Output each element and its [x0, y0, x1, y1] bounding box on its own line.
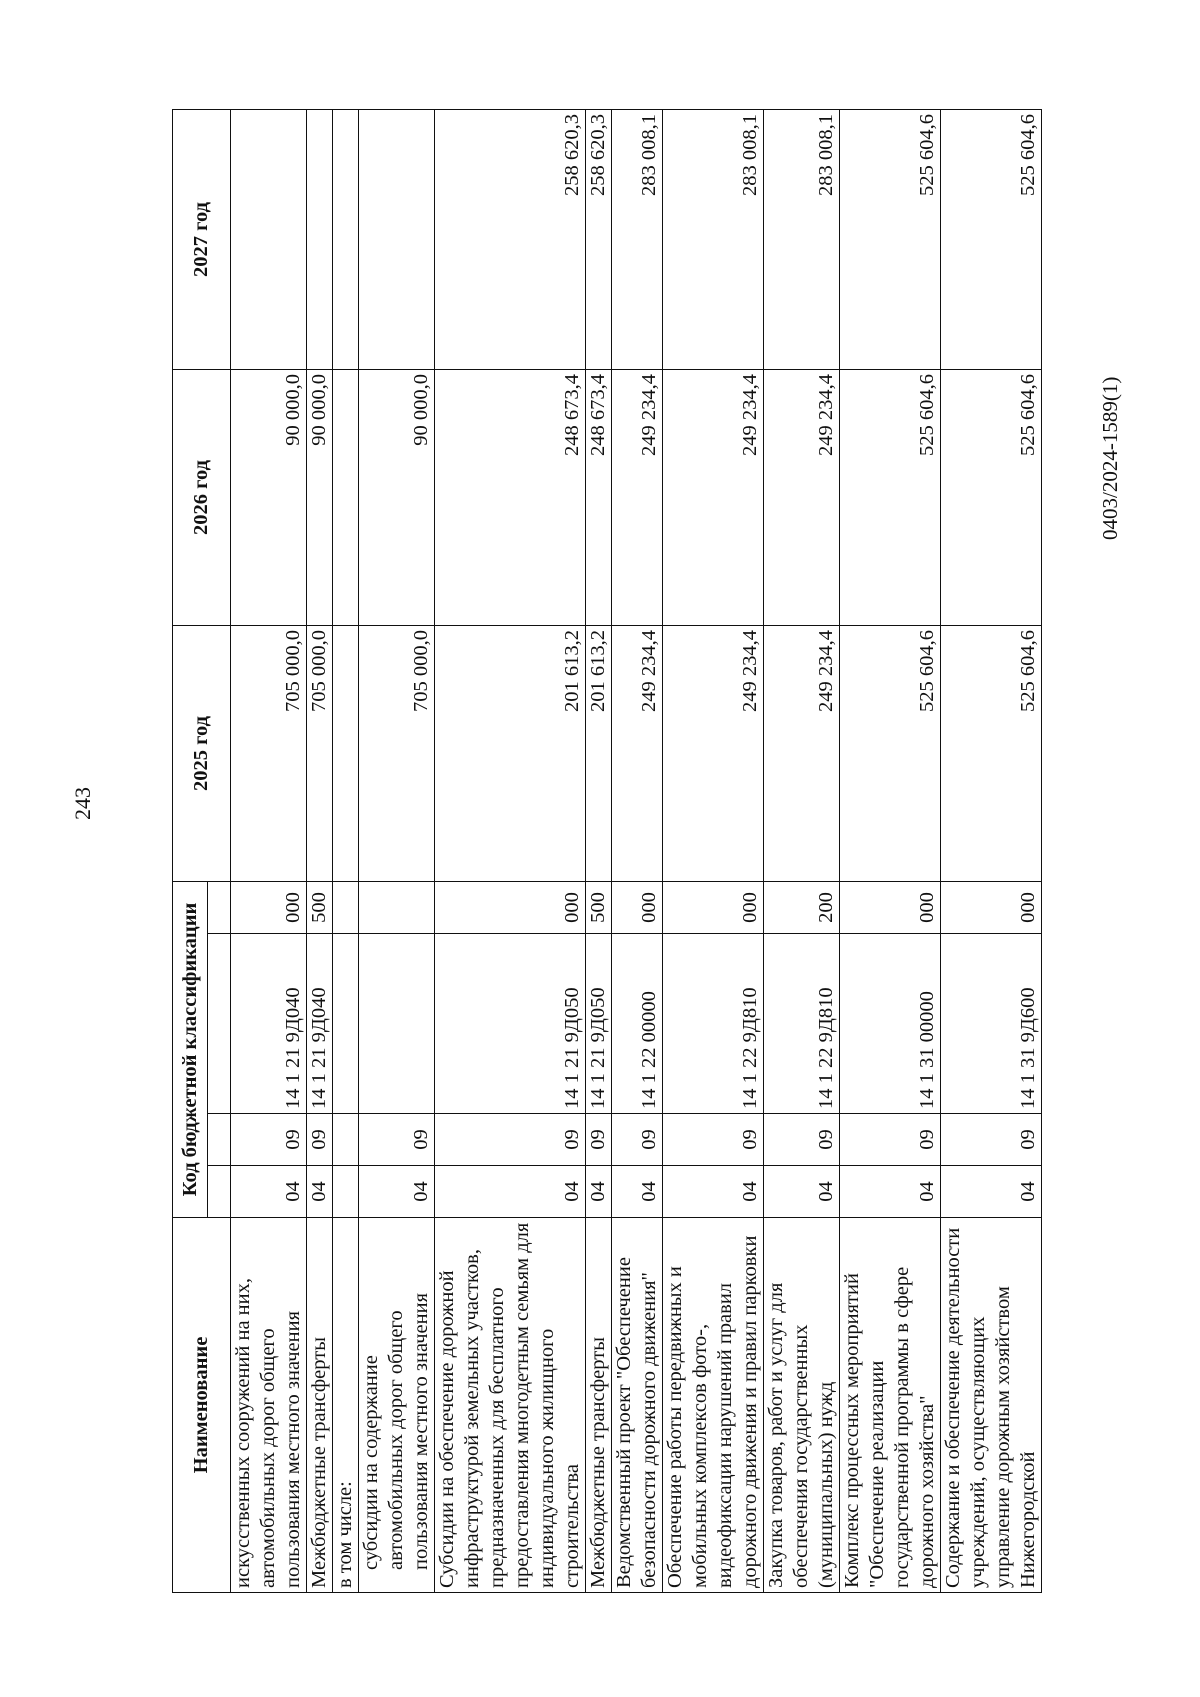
code-section: 04 [586, 1166, 612, 1218]
code-section: 04 [663, 1166, 764, 1218]
amount-2027: 525 604,6 [840, 109, 941, 369]
amount-2026: 249 234,4 [612, 369, 663, 625]
amount-2025: 525 604,6 [941, 625, 1042, 881]
amount-2027: 283 008,1 [612, 109, 663, 369]
code-target-item: 14 1 21 9Д040 [307, 934, 333, 1114]
code-section: 04 [435, 1166, 586, 1218]
code-section: 04 [941, 1166, 1042, 1218]
amount-2026: 525 604,6 [840, 369, 941, 625]
amount-2026: 248 673,4 [435, 369, 586, 625]
amount-2026: 249 234,4 [764, 369, 840, 625]
row-name: Содержание и обеспечение деятельности учреждений, осуществляющих управление дорожным хозяйством Нижегородской [941, 1218, 1042, 1593]
row-name: Субсидии на обеспечение дорожной инфраструктурой земельных участков, предназначенных для бесплатного предоставления многодетным семьям для индивидуального жилищного строительства [435, 1218, 586, 1593]
code-target-item: 14 1 22 9Д810 [663, 934, 764, 1114]
amount-2027: 258 620,3 [435, 109, 586, 369]
row-name: искусственных сооружений на них, автомобильных дорог общего пользования местного значения [231, 1218, 307, 1593]
subheader-cell [208, 1166, 231, 1218]
table-row [840, 109, 941, 1592]
code-section: 04 [612, 1166, 663, 1218]
subheader-cell [208, 881, 231, 933]
row-name: Закупка товаров, работ и услуг для обеспечения государственных (муниципальных) нужд [764, 1218, 840, 1593]
code-target-item: 14 1 21 9Д050 [435, 934, 586, 1114]
amount-2025: 525 604,6 [840, 625, 941, 881]
amount-2026 [333, 369, 359, 625]
table-row [333, 109, 359, 1592]
amount-2027: 258 620,3 [586, 109, 612, 369]
header-2027: 2027 год [173, 109, 231, 369]
table-body [231, 109, 1042, 1592]
amount-2025 [333, 625, 359, 881]
code-expense-type: 000 [663, 881, 764, 933]
code-subsection: 09 [840, 1114, 941, 1166]
amount-2025: 705 000,0 [307, 625, 333, 881]
code-expense-type: 500 [307, 881, 333, 933]
header-2026: 2026 год [173, 369, 231, 625]
code-subsection: 09 [612, 1114, 663, 1166]
amount-2025: 249 234,4 [663, 625, 764, 881]
header-2025: 2025 год [173, 625, 231, 881]
code-subsection: 09 [435, 1114, 586, 1166]
amount-2027 [231, 109, 307, 369]
document-code: 0403/2024-1589(1) [1098, 376, 1122, 540]
amount-2025: 249 234,4 [764, 625, 840, 881]
page-number: 243 [70, 787, 95, 820]
table-row [612, 109, 663, 1592]
amount-2026: 90 000,0 [307, 369, 333, 625]
amount-2026: 90 000,0 [231, 369, 307, 625]
amount-2026: 248 673,4 [586, 369, 612, 625]
amount-2027 [307, 109, 333, 369]
row-name: в том числе: [333, 1218, 359, 1593]
code-subsection: 09 [941, 1114, 1042, 1166]
code-subsection: 09 [307, 1114, 333, 1166]
table-row [307, 109, 333, 1592]
code-section: 04 [359, 1166, 435, 1218]
row-name: Межбюджетные трансферты [586, 1218, 612, 1593]
subheader-cell [208, 934, 231, 1114]
code-section: 04 [840, 1166, 941, 1218]
table-row [231, 109, 307, 1592]
table-row [435, 109, 586, 1592]
code-expense-type: 000 [941, 881, 1042, 933]
amount-2027: 283 008,1 [663, 109, 764, 369]
code-section [333, 1166, 359, 1218]
amount-2026: 90 000,0 [359, 369, 435, 625]
amount-2026: 249 234,4 [663, 369, 764, 625]
code-target-item: 14 1 21 9Д050 [586, 934, 612, 1114]
code-target-item [333, 934, 359, 1114]
code-target-item: 14 1 31 9Д600 [941, 934, 1042, 1114]
code-subsection [333, 1114, 359, 1166]
table-header-row [173, 109, 208, 1592]
amount-2025: 705 000,0 [359, 625, 435, 881]
code-subsection: 09 [663, 1114, 764, 1166]
table-row [764, 109, 840, 1592]
amount-2025: 201 613,2 [435, 625, 586, 881]
amount-2027 [333, 109, 359, 369]
code-target-item [359, 934, 435, 1114]
amount-2025: 249 234,4 [612, 625, 663, 881]
code-target-item: 14 1 31 00000 [840, 934, 941, 1114]
code-expense-type: 200 [764, 881, 840, 933]
amount-2027: 525 604,6 [941, 109, 1042, 369]
row-name: Обеспечение работы передвижных и мобильных комплексов фото-, видеофиксации нарушений правил дорожного движения и правил парковки [663, 1218, 764, 1593]
code-subsection: 09 [764, 1114, 840, 1166]
code-target-item: 14 1 21 9Д040 [231, 934, 307, 1114]
row-name: Ведомственный проект "Обеспечение безопасности дорожного движения" [612, 1218, 663, 1593]
row-name: субсидии на содержание автомобильных дорог общего пользования местного значения [359, 1218, 435, 1593]
code-expense-type [359, 881, 435, 933]
code-subsection: 09 [231, 1114, 307, 1166]
amount-2026: 525 604,6 [941, 369, 1042, 625]
table-row [941, 109, 1042, 1592]
amount-2027: 283 008,1 [764, 109, 840, 369]
subheader-cell [208, 1114, 231, 1166]
table-row [663, 109, 764, 1592]
row-name: Межбюджетные трансферты [307, 1218, 333, 1593]
code-expense-type: 500 [586, 881, 612, 933]
amount-2025: 201 613,2 [586, 625, 612, 881]
amount-2027 [359, 109, 435, 369]
code-expense-type: 000 [840, 881, 941, 933]
code-expense-type: 000 [612, 881, 663, 933]
table-row [359, 109, 435, 1592]
amount-2025: 705 000,0 [231, 625, 307, 881]
code-subsection: 09 [359, 1114, 435, 1166]
table-row [586, 109, 612, 1592]
rotated-landscape-page [172, 110, 1052, 1593]
code-expense-type: 000 [231, 881, 307, 933]
code-target-item: 14 1 22 00000 [612, 934, 663, 1114]
code-section: 04 [231, 1166, 307, 1218]
code-target-item: 14 1 22 9Д810 [764, 934, 840, 1114]
code-section: 04 [307, 1166, 333, 1218]
code-section: 04 [764, 1166, 840, 1218]
header-code-group: Код бюджетной классификации [173, 881, 208, 1217]
code-subsection: 09 [586, 1114, 612, 1166]
header-name: Наименование [173, 1218, 231, 1593]
budget-table [172, 109, 1042, 1593]
code-expense-type [333, 881, 359, 933]
code-expense-type: 000 [435, 881, 586, 933]
row-name: Комплекс процессных мероприятий "Обеспечение реализации государственной программы в сфере дорожного хозяйства" [840, 1218, 941, 1593]
